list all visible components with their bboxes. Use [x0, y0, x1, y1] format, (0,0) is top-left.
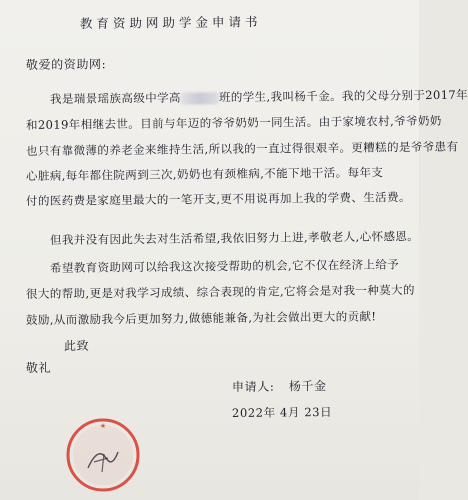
salutation: 敬爱的资助网:	[25, 57, 107, 72]
paragraph-2-line-1: 但我并没有因此失去对生活希望,我依旧努力上进,孝敬老人,心怀感恩。	[49, 229, 420, 247]
closing-line-2: 敬礼	[25, 360, 52, 375]
paragraph-1-line-1	[50, 87, 468, 107]
paragraph-1-line-5: 付的医药费是家庭里最大的一笔开支,更不用说再加上我的学费、生活费。	[25, 189, 411, 208]
document-title: 教育资助网助学金申请书	[79, 14, 262, 31]
closing-line-1: 此致	[63, 338, 90, 353]
school-seal	[64, 416, 142, 494]
applicant-label: 申请人:	[231, 379, 275, 394]
paragraph-2-line-2: 希望教育资助网可以给我这次接受帮助的机会,它不仅在经济上给予	[49, 257, 400, 275]
redaction-blur	[181, 92, 219, 104]
application-date: 2022年 4月 23日	[231, 404, 333, 420]
svg-text:★: ★	[99, 422, 107, 430]
paragraph-1-line-1-post: 班的学生,我叫杨千金。我的父母分别于2017年	[218, 87, 468, 105]
applicant-name: 杨千金	[288, 379, 327, 394]
paragraph-2-line-4: 鼓励,从而激励我今后更加努力,做德能兼备,为社会做出更大的贡献!	[25, 309, 377, 327]
paragraph-1-line-4: 心脏病,每年都住院两到三次,奶奶也有颈椎病,不能下地干活。每年支	[25, 165, 384, 183]
paragraph-1-line-3: 也只有靠微薄的养老金来维持生活,所以我的一直过得很艰辛。更糟糕的是爷爷患有	[25, 139, 459, 158]
paragraph-1-line-2: 和2019年相继去世。目前与年迈的爷爷奶奶一同生活。由于家境农村,爷爷奶奶	[25, 113, 442, 132]
paragraph-2-line-3: 很大的帮助,更是对我学习成绩、综合表现的肯定,它将会是对我一种莫大的	[25, 282, 415, 301]
applicant-signature	[232, 377, 327, 395]
paragraph-1-line-1-pre: 我是瑞景瑶族高级中学高	[49, 90, 181, 106]
